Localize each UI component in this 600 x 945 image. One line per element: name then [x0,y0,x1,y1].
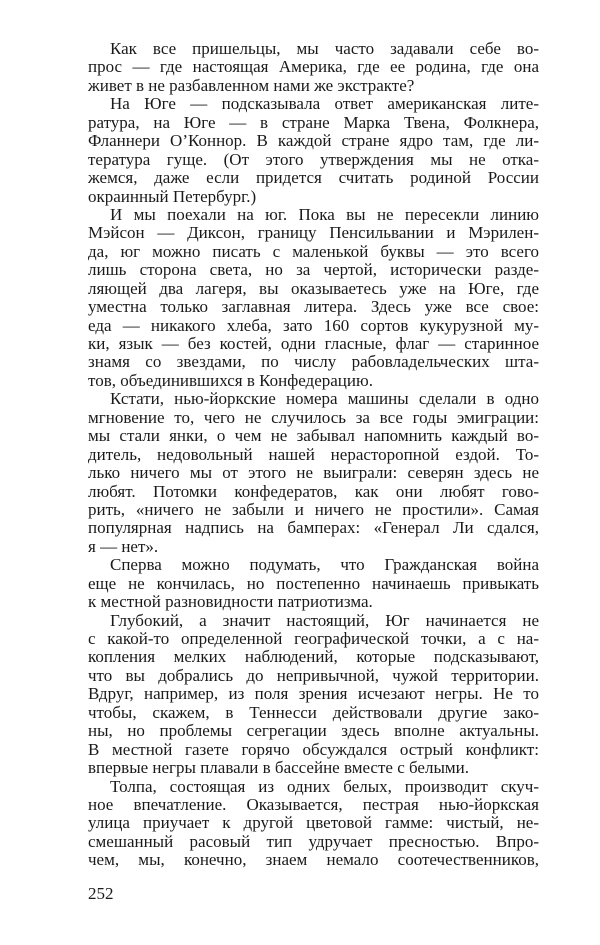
paragraph [88,612,539,778]
text-line: еда — никакого хлеба, зато 160 сортов кукурузной му- [88,315,539,335]
text-line: популярная надпись на бамперах: «Генерал Ли сдался, [88,518,539,538]
text-line: чтобы, скажем, в Теннесси действовали другие зако- [88,702,539,722]
paragraph [88,206,539,390]
text-line: Мэйсон — Диксон, границу Пенсильвании и Мэрилен- [88,223,539,243]
paragraph [88,556,539,611]
text-line: чем, мы, конечно, знаем немало соотечественников, [88,850,539,870]
text-line: На Юге — подсказывала ответ американская лите- [110,94,539,114]
text-line: Фланнери О’Коннор. В каждой стране ядро там, где ли- [88,131,539,151]
text-line: Кстати, нью-йоркские номера машины сделали в одно [110,389,539,409]
text-line: ки, язык — без костей, одни гласные, флаг — старинное [88,334,539,353]
text-line: дитель, недовольный нашей нерасторопной ездой. То- [88,444,539,464]
paragraph [88,390,539,556]
paragraph [88,95,539,206]
text-line: улица приучает к другой цветовой гамме: чистый, не- [88,813,539,833]
text-line: рить, «ничего не забыли и ничего не простили». Самая [88,499,539,519]
text-line: да, юг можно писать с маленькой буквы — это всего [88,241,539,261]
text-line: я — нет». [88,536,159,556]
text-line: впервые негры плавали в бассейне вместе с белыми. [88,758,469,778]
text-line: еще не кончилась, но постепенно начинаешь привыкать [88,573,539,593]
text-line: лько ничего мы от этого не выиграли: северян здесь не [88,463,539,483]
paragraph [88,778,539,870]
text-line: тература гуще. (От этого утверждения мы не отка- [88,149,539,169]
text-line: прос — где настоящая Америка, где ее родина, где она [88,57,539,77]
text-line: И мы поехали на юг. Пока вы не пересекли линию [110,204,539,224]
text-line: жемся, даже если придется считать родиной России [88,168,539,188]
text-line: ное впечатление. Оказывается, пестрая нью-йоркская [88,794,539,814]
text-line: любят. Потомки конфедератов, как они любят гово- [88,481,539,501]
text-line: Глубокий, а значит настоящий, Юг начинается не [110,610,539,630]
page-number: 252 [88,884,114,903]
text-line: мгновение то, чего не случилось за все годы эмиграции: [88,407,539,427]
text-line: тов, объединившихся в Конфедерацию. [88,370,373,390]
text-line: ляющей два лагеря, вы оказываетесь уже на Юге, где [88,278,539,298]
text-line: Толпа, состоящая из одних белых, производит скуч- [110,776,539,796]
text-line: Вдруг, например, из поля зрения исчезают негры. Не то [88,684,539,704]
text-line: ратура, на Юге — в стране Марка Твена, Фолкнера, [88,112,539,132]
text-line: смешанный расовый тип удручает пресностью. Впро- [88,831,539,851]
text-line: уместна только заглавная литера. Здесь уже все свое: [88,297,539,317]
text-line: лишь сторона света, но за чертой, исторически разде- [88,260,539,280]
text-line: Сперва можно подумать, что Гражданская война [110,555,539,575]
text-line: к местной разновидности патриотизма. [88,592,373,612]
text-line: мы стали янки, о чем не забывал напомнить каждый во- [88,426,539,446]
text-line: знамя со звездами, по числу рабовладельческих шта- [88,352,539,372]
text-line: живет в не разбавленном нами же экстракте? [88,75,415,95]
text-line: копления мелких наблюдений, которые подсказывают, [88,647,539,667]
text-line: ны, но проблемы сегрегации здесь вполне актуальны. [88,721,539,741]
paragraph [88,40,539,95]
text-line: с какой-то определенной географической точки, а с на- [88,629,539,648]
text-line: окраинный Петербург.) [88,186,257,206]
text-line: что вы добрались до непривычной, чужой территории. [88,665,539,685]
page-body [88,40,539,870]
text-line: В местной газете горячо обсуждался острый конфликт: [88,739,539,759]
text-line: Как все пришельцы, мы часто задавали себе во- [110,39,539,58]
